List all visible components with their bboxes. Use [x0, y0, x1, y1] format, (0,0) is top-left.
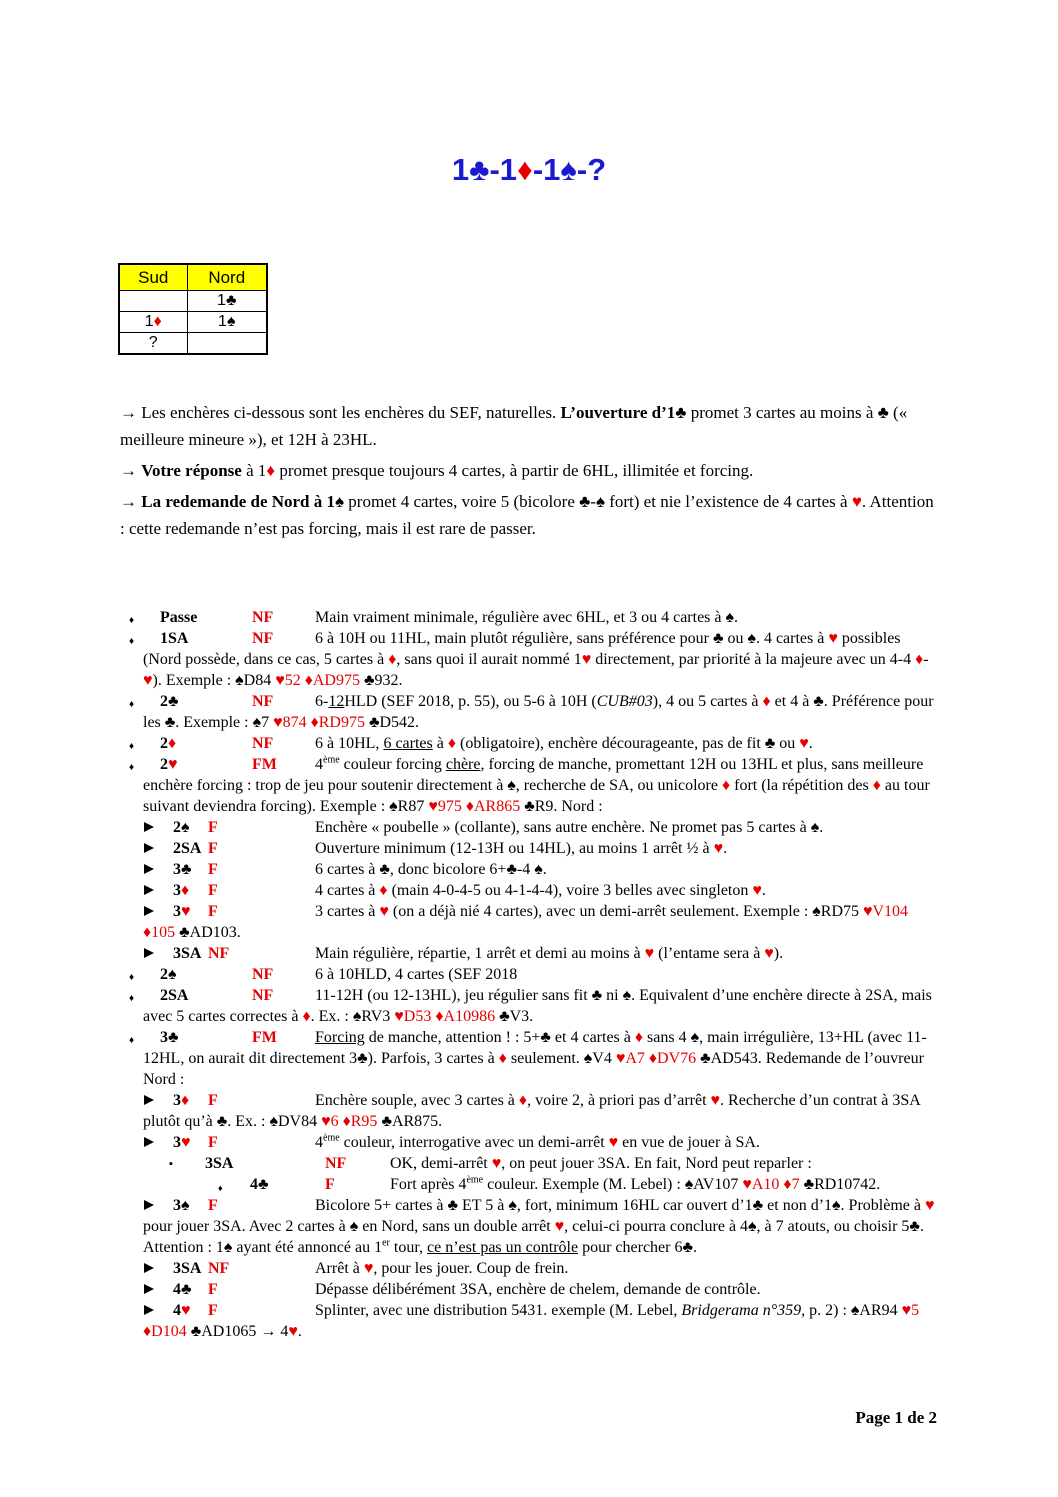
text-segment: , pour les jouer. Coup de frein.: [373, 1260, 569, 1277]
text-segment: directement, par priorité à la majeure avec un 4-4: [591, 651, 916, 668]
text-segment: , p. 2) : ♠AR94: [801, 1302, 902, 1319]
text-segment: , sans quoi il aurait nommé 1: [396, 651, 582, 668]
bid-description: [315, 840, 727, 857]
bid-description: [315, 966, 517, 983]
text-segment: (on a déjà nié 4 cartes), avec un demi-arrêt seulement. Exemple : ♠RD75: [388, 903, 863, 920]
text-segment: 4♣: [173, 1281, 192, 1298]
text-segment: ♥: [764, 945, 774, 962]
text-segment: 6 à 10HLD, 4 cartes (SEF 2018: [315, 966, 518, 983]
bid-description: [315, 861, 547, 878]
text-segment: 4 cartes à: [315, 882, 380, 899]
table-header-cell: Sud: [119, 264, 187, 291]
text-segment: ♣AD543. Redemande de l’ouvreur Nord :: [143, 1050, 924, 1088]
text-segment: →: [120, 461, 142, 480]
arrow-bullet-icon: [144, 1263, 154, 1273]
text-segment: ♥: [379, 903, 389, 920]
text-segment: ♥: [608, 1134, 619, 1151]
table-header-row: [119, 264, 267, 291]
text-segment: ♣AD103.: [175, 924, 241, 941]
table-cell: [187, 312, 267, 333]
table-header-cell: Nord: [187, 264, 267, 291]
intro-paragraph: [120, 457, 938, 484]
text-segment: 4: [315, 756, 323, 773]
forcing-tag: F: [208, 861, 218, 878]
text-segment: ♥5 ♦D104: [143, 1302, 920, 1340]
forcing-tag: NF: [208, 945, 230, 962]
text-segment: ). Exemple : ♠D84: [152, 672, 276, 689]
text-segment: Bridgerama n°359: [681, 1302, 802, 1319]
text-segment: CUB#03: [596, 693, 653, 710]
bid-list-item: [129, 964, 940, 985]
text-segment: ♦: [153, 313, 162, 330]
table-cell: [119, 312, 187, 333]
text-segment: 6 cartes à ♣, donc bicolore 6+♣-4 ♠.: [315, 861, 547, 878]
text-segment: .: [761, 882, 766, 899]
bid-description: [143, 903, 908, 941]
arrow-bullet-icon: [144, 1305, 154, 1315]
forcing-tag: NF: [252, 735, 274, 752]
text-segment: 1♣-1: [451, 152, 518, 187]
text-segment: OK, demi-arrêt: [390, 1155, 492, 1172]
text-segment: Passe: [160, 609, 198, 626]
bid-list-item: [129, 754, 940, 817]
forcing-tag: F: [208, 1092, 218, 1109]
text-segment: 3: [173, 1092, 181, 1109]
text-segment: ♣V3.: [495, 1008, 534, 1025]
text-segment: ♥A7 ♦DV76: [615, 1050, 697, 1067]
text-segment: L’ouverture d’1♣: [560, 403, 687, 422]
text-segment: , voire 2, à priori pas d’arrêt: [527, 1092, 711, 1109]
text-segment: promet presque toujours 4 cartes, à partir de 6HL, illimitée et forcing.: [275, 461, 754, 480]
text-segment: .: [723, 840, 728, 857]
text-segment: au tour suivant deviendra forcing). Exemple : ♠R87: [143, 777, 930, 815]
text-segment: 3SA: [173, 1260, 202, 1277]
text-segment: ♦: [915, 651, 924, 668]
text-segment: ♥: [828, 630, 838, 647]
text-segment: ?: [148, 334, 158, 351]
text-segment: à: [432, 735, 448, 752]
page-footer: Page 1 de 2: [855, 1408, 937, 1427]
text-segment: ♥52 ♦AD975: [275, 672, 360, 689]
bid-term: [173, 1258, 201, 1279]
bid-term: [205, 1153, 233, 1174]
text-segment: ♥: [924, 1197, 935, 1214]
diamond-bullet-icon: ♦: [129, 741, 135, 752]
text-segment: ♥874 ♦RD975: [273, 714, 365, 731]
text-segment: ♥V104 ♦105: [143, 903, 909, 941]
text-segment: ♦: [634, 1029, 644, 1046]
table-cell: [187, 333, 267, 355]
bid-description: [143, 1302, 919, 1340]
text-segment: ), 4 ou 5 cartes à: [652, 693, 763, 710]
text-segment: 3: [173, 1134, 181, 1151]
page-title: [0, 152, 1058, 188]
text-segment: Main vraiment minimale, régulière avec 6HL, et 3 ou 4 cartes à ♠.: [315, 609, 739, 626]
bid-term: [173, 901, 191, 922]
forcing-tag: F: [208, 1302, 218, 1319]
diamond-bullet-icon: ♦: [129, 762, 135, 773]
text-segment: La redemande de Nord à 1♠: [141, 492, 345, 511]
text-segment: ♥: [288, 1323, 298, 1340]
text-segment: 11-12H (ou 12-13HL), jeu régulier sans fit ♣ ni ♠. Equivalent d’une enchère directe à 2SA, mais avec 5 cartes correctes à: [143, 987, 932, 1025]
text-segment: ♥: [851, 492, 862, 511]
text-segment: à 1: [241, 461, 267, 480]
text-segment: ♥: [710, 1092, 721, 1109]
text-segment: ♣AR875.: [377, 1113, 443, 1130]
text-segment: Enchère « poubelle » (collante), sans autre enchère. Ne promet pas 5 cartes à ♠.: [315, 819, 824, 836]
text-segment: .: [297, 1323, 302, 1340]
forcing-tag: NF: [252, 966, 274, 983]
text-segment: ♥A10 ♦7: [742, 1176, 800, 1193]
text-segment: Fort après 4: [390, 1176, 467, 1193]
forcing-tag: NF: [252, 693, 274, 710]
diamond-bullet-icon: ♦: [129, 636, 135, 647]
bid-term: [173, 817, 190, 838]
text-segment: (l’entame sera à: [654, 945, 765, 962]
intro-paragraphs: [120, 399, 938, 546]
text-segment: seulement. ♠V4: [506, 1050, 616, 1067]
forcing-tag: F: [208, 903, 218, 920]
arrow-bullet-icon: [144, 1095, 154, 1105]
bid-list-item: [143, 1300, 940, 1342]
bid-description: [143, 1092, 920, 1130]
text-segment: 3: [173, 903, 181, 920]
bid-list-item: [129, 691, 940, 733]
diamond-bullet-icon: ♦: [129, 1035, 135, 1046]
text-segment: chère: [445, 756, 481, 773]
text-segment: 4: [173, 1302, 181, 1319]
text-segment: 2: [160, 756, 168, 773]
bid-list-item: [129, 628, 940, 691]
arrow-bullet-icon: [144, 822, 154, 832]
text-segment: Forcing: [315, 1029, 365, 1046]
text-segment: 3: [173, 882, 181, 899]
text-segment: tour,: [389, 1239, 428, 1256]
text-segment: de manche, attention ! : 5+♣ et 4 cartes à: [364, 1029, 635, 1046]
bid-list-item: [129, 1027, 940, 1090]
bid-description: [315, 819, 823, 836]
bid-list-item: [143, 1258, 940, 1279]
text-segment: ♥D53 ♦A10986: [394, 1008, 496, 1025]
text-segment: ♦: [872, 777, 881, 794]
forcing-tag: NF: [208, 1260, 230, 1277]
text-segment: 6 à 10HL,: [315, 735, 384, 752]
bid-term: [173, 1300, 191, 1321]
text-segment: 1SA: [160, 630, 189, 647]
text-segment: ♥: [799, 735, 809, 752]
text-segment: ♥: [713, 840, 724, 857]
forcing-tag: F: [208, 1134, 218, 1151]
text-segment: (obligatoire), enchère décourageante, pas de fit ♣ ou: [456, 735, 800, 752]
forcing-tag: NF: [252, 609, 274, 626]
bid-term: [160, 733, 176, 754]
forcing-tag: F: [208, 1197, 218, 1214]
text-segment: 1♣: [217, 292, 237, 309]
forcing-tag: F: [325, 1176, 335, 1193]
text-segment: 4♣: [250, 1176, 269, 1193]
text-segment: ème: [323, 1132, 340, 1144]
bid-description: [315, 735, 813, 752]
text-segment: Arrêt à: [315, 1260, 364, 1277]
bid-list-item: [129, 607, 940, 628]
text-segment: ♦: [266, 461, 276, 480]
bid-list-item: [143, 1090, 940, 1132]
text-segment: 3♣: [160, 1029, 179, 1046]
text-segment: HLD (SEF 2018, p. 55), ou 5-6 à 10H (: [344, 693, 597, 710]
table-row: [119, 312, 267, 333]
text-segment: ♦: [168, 735, 177, 752]
text-segment: 1: [144, 313, 154, 330]
text-segment: 3 cartes à: [315, 903, 380, 920]
text-segment: couleur, interrogative avec un demi-arrêt: [339, 1134, 609, 1151]
text-segment: -: [923, 651, 929, 668]
text-segment: ♦: [762, 693, 771, 710]
forcing-tag: NF: [325, 1155, 347, 1172]
bid-description: [390, 1155, 812, 1172]
bid-term: [173, 1195, 190, 1216]
square-bullet-icon: ▪: [169, 1158, 173, 1170]
text-segment: Splinter, avec une distribution 5431. exemple (M. Lebel,: [315, 1302, 682, 1319]
bid-term: [160, 964, 177, 985]
bid-list-item: [143, 901, 940, 943]
diamond-bullet-icon: ♦: [129, 699, 135, 710]
forcing-tag: F: [208, 882, 218, 899]
bid-list-item: [143, 817, 940, 838]
arrow-bullet-icon: [144, 948, 154, 958]
text-segment: ).: [773, 945, 784, 962]
text-segment: et 4 à ♣. Préférence pour les ♣. Exemple : ♠7: [143, 693, 934, 731]
text-segment: 6 cartes: [383, 735, 433, 752]
bid-term: [173, 859, 192, 880]
text-segment: couleur. Exemple (M. Lebel) : ♠AV107: [483, 1176, 743, 1193]
table-cell: [119, 333, 187, 355]
text-segment: ♥975 ♦AR865: [428, 798, 521, 815]
text-segment: ♥: [181, 1302, 191, 1319]
text-segment: ♦: [518, 1092, 528, 1109]
text-segment: 2: [160, 735, 168, 752]
bid-list-item: [143, 1279, 940, 1300]
text-segment: ♥: [644, 945, 655, 962]
bid-description: [315, 1260, 568, 1277]
text-segment: 12: [328, 693, 345, 710]
arrow-bullet-icon: [144, 864, 154, 874]
text-segment: , celui-ci pourra conclure à 4♠, à 7 atouts, ou choisir 5♣. Attention : 1♠ ayant été annoncé au 1: [143, 1218, 924, 1256]
text-segment: ♣RD10742.: [799, 1176, 881, 1193]
text-segment: en vue de jouer à SA.: [618, 1134, 760, 1151]
bid-term: [160, 691, 179, 712]
arrow-bullet-icon: [144, 1200, 154, 1210]
bid-description: [315, 1134, 760, 1151]
arrow-bullet-icon: [144, 885, 154, 895]
text-segment: ♦: [181, 1092, 190, 1109]
text-segment: .: [808, 735, 813, 752]
text-segment: ♣AD1065 → 4: [186, 1323, 289, 1340]
bidding-sequence-table: [118, 263, 268, 355]
text-segment: ♣932.: [359, 672, 403, 689]
text-segment: . Recherche d’un contrat à 3SA plutôt qu’à ♣. Ex. : ♠DV84: [143, 1092, 920, 1130]
text-segment: possibles (Nord possède, dans ce cas, 5 cartes à: [143, 630, 901, 668]
bid-list-item: [168, 1153, 940, 1174]
text-segment: 1♠: [218, 313, 236, 330]
bid-list-item: [143, 838, 940, 859]
text-segment: 2SA: [173, 840, 202, 857]
text-segment: 4: [315, 1134, 323, 1151]
text-segment: . Attention : cette redemande n’est pas forcing, mais il est rare de passer.: [120, 492, 934, 538]
text-segment: 2SA: [160, 987, 189, 1004]
bid-list: [120, 607, 940, 1342]
intro-paragraph: [120, 488, 938, 542]
text-segment: 2♠: [160, 966, 177, 983]
bid-term: [160, 1027, 179, 1048]
table-cell: [187, 291, 267, 312]
text-segment: fort (la répétition des: [730, 777, 873, 794]
text-segment: ♥: [554, 1218, 565, 1235]
table-row: [119, 333, 267, 355]
forcing-tag: FM: [252, 756, 277, 773]
text-segment: Dépasse délibérément 3SA, enchère de chelem, demande de contrôle.: [315, 1281, 761, 1298]
text-segment: ♥: [363, 1260, 374, 1277]
text-segment: pour chercher 6♣.: [578, 1239, 697, 1256]
arrow-bullet-icon: [144, 906, 154, 916]
text-segment: ♥: [581, 651, 592, 668]
diamond-bullet-icon: ♦: [129, 993, 135, 1004]
bid-description: [315, 882, 766, 899]
bid-term: [160, 628, 188, 649]
text-segment: ♦: [302, 1008, 311, 1025]
forcing-tag: F: [208, 819, 218, 836]
diamond-bullet-icon: ♦: [129, 615, 135, 626]
arrow-bullet-icon: [144, 843, 154, 853]
text-segment: ♥: [181, 903, 191, 920]
text-segment: 3♣: [173, 861, 192, 878]
text-segment: 3♠: [173, 1197, 190, 1214]
text-segment: , on peut jouer 3SA. En fait, Nord peut reparler :: [501, 1155, 812, 1172]
arrow-bullet-icon: [144, 1284, 154, 1294]
text-segment: sans 4 ♠, main irrégulière, 13+HL (avec 11-12HL, on aurait dit directement 3♣). Parfois, 3 cartes à: [143, 1029, 927, 1067]
forcing-tag: F: [208, 1281, 218, 1298]
bid-term: [173, 1132, 191, 1153]
bid-term: [160, 754, 178, 775]
bid-list-item: [129, 985, 940, 1027]
text-segment: pour jouer 3SA. Avec 2 cartes à ♠ en Nord, sans un double arrêt: [143, 1218, 555, 1235]
text-segment: 3SA: [173, 945, 202, 962]
bid-list-item: [143, 1132, 940, 1153]
bid-term: [160, 607, 197, 628]
text-segment: Votre réponse: [141, 461, 242, 480]
bid-term: [173, 1279, 192, 1300]
bid-term: [173, 943, 201, 964]
text-segment: Enchère souple, avec 3 cartes à: [315, 1092, 519, 1109]
text-segment: ♦: [498, 1050, 507, 1067]
table-cell: [119, 291, 187, 312]
text-segment: 6-: [315, 693, 329, 710]
diamond-bullet-small-icon: ♦: [218, 1183, 223, 1193]
text-segment: 6 à 10H ou 11HL, main plutôt régulière, sans préférence pour ♣ ou ♠. 4 cartes à: [315, 630, 829, 647]
forcing-tag: NF: [252, 987, 274, 1004]
text-segment: Bicolore 5+ cartes à ♣ ET 5 à ♠, fort, minimum 16HL car ouvert d’1♣ et non d’1♠. Problème à: [315, 1197, 925, 1214]
text-segment: . Ex. : ♠RV3: [310, 1008, 395, 1025]
bid-list-item: [143, 943, 940, 964]
bid-list-item: [143, 1195, 940, 1258]
bid-description: [315, 609, 738, 626]
text-segment: Main régulière, répartie, 1 arrêt et demi au moins à: [315, 945, 645, 962]
bid-description: [143, 1197, 934, 1256]
forcing-tag: NF: [252, 630, 274, 647]
text-segment: → Les enchères ci-dessous sont les enchères du SEF, naturelles.: [120, 403, 561, 422]
text-segment: , forcing de manche, promettant 12H ou 13HL et plus, sans meilleure enchère forcing : trop de jeu pour soutenir directement à ♠, recherche de SA, ou unicolore: [143, 756, 924, 794]
text-segment: ♦: [517, 152, 533, 187]
arrow-bullet-icon: [144, 1137, 154, 1147]
text-segment: (main 4-0-4-5 ou 4-1-4-4), voire 3 belles avec singleton: [387, 882, 753, 899]
text-segment: ♥: [491, 1155, 502, 1172]
text-segment: ♥: [168, 756, 178, 773]
bid-description: [315, 1281, 761, 1298]
forcing-tag: F: [208, 840, 218, 857]
bid-term: [160, 985, 188, 1006]
text-segment: ♣R9. Nord :: [520, 798, 603, 815]
diamond-bullet-icon: ♦: [129, 972, 135, 983]
bid-term: [173, 880, 189, 901]
text-segment: -1♠-?: [532, 152, 607, 187]
bid-description: [390, 1176, 880, 1193]
text-segment: ♦: [721, 777, 731, 794]
bid-term: [173, 1090, 189, 1111]
text-segment: 2♣: [160, 693, 179, 710]
bid-list-item: [217, 1174, 940, 1195]
text-segment: er: [382, 1237, 390, 1249]
bid-term: [173, 838, 201, 859]
text-segment: ce n’est pas un contrôle: [427, 1239, 579, 1256]
text-segment: ♥: [143, 672, 153, 689]
text-segment: 3SA: [205, 1155, 234, 1172]
table-row: [119, 291, 267, 312]
bid-list-item: [129, 733, 940, 754]
text-segment: ♦: [388, 651, 397, 668]
text-segment: ♦: [447, 735, 457, 752]
text-segment: ♥: [181, 1134, 191, 1151]
text-segment: ème: [466, 1174, 484, 1186]
text-segment: couleur forcing: [339, 756, 446, 773]
text-segment: ♦: [181, 882, 190, 899]
text-segment: 2♠: [173, 819, 190, 836]
text-segment: Ouverture minimum (12-13H ou 14HL), au moins 1 arrêt ½ à: [315, 840, 714, 857]
bid-description: [315, 945, 783, 962]
bid-list-item: [143, 880, 940, 901]
intro-paragraph: [120, 399, 938, 453]
bid-term: [250, 1174, 269, 1195]
text-segment: ♥: [752, 882, 762, 899]
text-segment: ♣D542.: [364, 714, 420, 731]
text-segment: ème: [323, 754, 340, 766]
text-segment: ♥6 ♦R95: [321, 1113, 378, 1130]
bid-list-item: [143, 859, 940, 880]
text-segment: promet 3 cartes au moins à ♣ (« meilleure mineure »), et 12H à 23HL.: [120, 403, 908, 449]
text-segment: promet 4 cartes, voire 5 (bicolore ♣-♠ fort) et nie l’existence de 4 cartes à: [344, 492, 852, 511]
forcing-tag: FM: [252, 1029, 277, 1046]
text-segment: →: [120, 492, 142, 511]
text-segment: ♦: [379, 882, 388, 899]
